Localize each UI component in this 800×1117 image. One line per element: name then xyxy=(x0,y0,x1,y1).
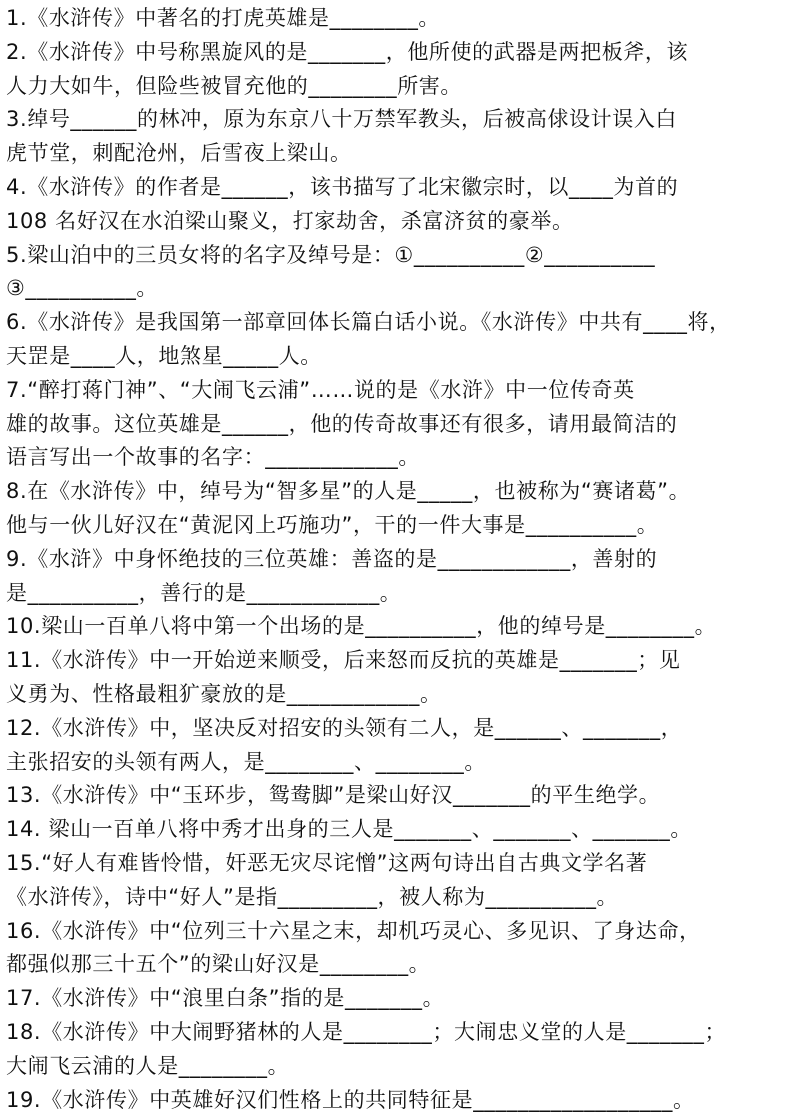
worksheet-line: 3.绰号______的林冲，原为东京八十万禁军教头，后被高俅设计误入白 xyxy=(6,107,678,132)
worksheet-line: 13.《水浒传》中“玉环步，鸳鸯脚”是梁山好汉_______的平生绝学。 xyxy=(6,783,661,808)
worksheet-line: 语言写出一个故事的名字：____________。 xyxy=(6,445,420,470)
worksheet-line: 1.《水浒传》中著名的打虎英雄是________。 xyxy=(6,6,441,30)
worksheet-line: 是__________，善行的是____________。 xyxy=(6,580,402,605)
worksheet-line: 天罡是____人，地煞星_____人。 xyxy=(6,343,322,368)
worksheet-line: 雄的故事。这位英雄是______，他的传奇故事还有很多，请用最简洁的 xyxy=(6,411,678,436)
worksheet-line: 4.《水浒传》的作者是______，该书描写了北宋徽宗时，以____为首的 xyxy=(6,174,679,199)
worksheet-line: 14. 梁山一百单八将中秀才出身的三人是_______、_______、_______。 xyxy=(6,817,692,842)
worksheet-line: 16.《水浒传》中“位列三十六星之末，却机巧灵心、多见识、了身达命， xyxy=(6,918,701,943)
worksheet-line: 18.《水浒传》中大闹野猪林的人是________；大闹忠义堂的人是_______； xyxy=(6,1019,727,1044)
worksheet-line: 他与一伙儿好汉在“黄泥冈上巧施功”，干的一件大事是__________。 xyxy=(6,512,659,537)
worksheet-line: 都强似那三十五个”的梁山好汉是________。 xyxy=(6,952,431,977)
worksheet-line: 义勇为、性格最粗犷豪放的是____________。 xyxy=(6,681,442,706)
worksheet-line: 10.梁山一百单八将中第一个出场的是__________，他的绰号是________。 xyxy=(6,614,717,639)
worksheet-line: 人力大如牛，但险些被冒充他的________所害。 xyxy=(6,73,462,98)
worksheet-line: 虎节堂，刺配沧州，后雪夜上梁山。 xyxy=(6,141,352,166)
worksheet-line: 2.《水浒传》中号称黑旋风的是_______，他所使的武器是两把板斧，该 xyxy=(6,39,689,64)
worksheet-line: 108 名好汉在水泊梁山聚义，打家劫舍，杀富济贫的豪举。 xyxy=(6,208,574,233)
worksheet-line: 17.《水浒传》中“浪里白条”指的是_______。 xyxy=(6,986,445,1011)
worksheet-line: 19.《水浒传》中英雄好汉们性格上的共同特征是__________________。 xyxy=(6,1087,695,1112)
worksheet-line: 主张招安的头领有两人，是________、________。 xyxy=(6,749,486,774)
worksheet-line: ③__________。 xyxy=(6,276,159,301)
worksheet-line: 9.《水浒》中身怀绝技的三位英雄：善盗的是____________，善射的 xyxy=(6,546,658,571)
worksheet-line: 11.《水浒传》中一开始逆来顺受，后来怒而反抗的英雄是_______；见 xyxy=(6,648,681,673)
worksheet-line: 5.梁山泊中的三员女将的名字及绰号是：①__________②__________ xyxy=(6,242,656,267)
worksheet-line: 6.《水浒传》是我国第一部章回体长篇白话小说。《水浒传》中共有____将， xyxy=(6,310,731,335)
worksheet-line: 大闹飞云浦的人是________。 xyxy=(6,1053,290,1078)
worksheet-line: 《水浒传》，诗中“好人”是指_________，被人称为__________。 xyxy=(6,884,619,909)
worksheet-line: 12.《水浒传》中，坚决反对招安的头领有二人，是______、_______， xyxy=(6,715,683,740)
worksheet-line: 7.“醉打蒋门神”、“大闹飞云浦”……说的是《水浒》中一位传奇英 xyxy=(6,377,635,402)
worksheet-line: 15.“好人有难皆怜惜，奸恶无灾尽诧憎”这两句诗出自古典文学名著 xyxy=(6,850,648,875)
worksheet-line: 8.在《水浒传》中，绰号为“智多星”的人是_____，也被称为“赛诸葛”。 xyxy=(6,479,691,504)
